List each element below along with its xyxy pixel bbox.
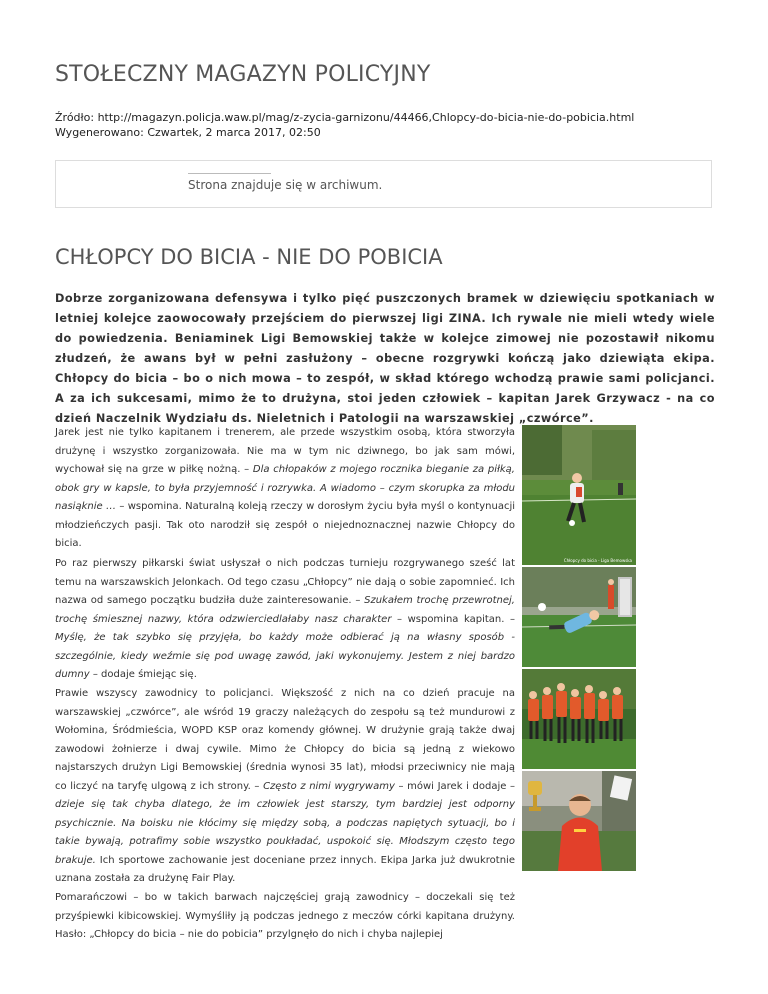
text: – wspomina kapitan. – — [391, 613, 515, 625]
text: – wspomina. Naturalną koleją rzeczy w dorosłym życiu była myśl o kontynuacji młodzieńczych pasji. Tak oto narodził się zespół o niejednoznacznej nazwie Chłopcy do bicia. — [55, 501, 515, 549]
paragraph-1 — [55, 424, 515, 554]
photo-goalkeeper-dive[interactable] — [522, 567, 636, 667]
archive-notice-box — [55, 160, 712, 208]
meta-info — [55, 110, 634, 140]
paragraph-2 — [55, 555, 515, 685]
archive-notice: Strona znajduje się w archiwum. — [188, 178, 383, 192]
photo-player-kick[interactable] — [522, 425, 636, 565]
text: Po raz pierwszy piłkarski świat usłyszał o nich podczas turnieju rozgrywanego sześć lat temu na warszawskich Jelonkach. Od tego czasu „Chłopcy” nie dają o sobie zapomnieć. Ich nazwa od samego początku budziła duże zainteresowanie. – — [55, 558, 515, 606]
divider — [188, 173, 271, 174]
text: Prawie wszyscy zawodnicy to policjanci. Większość z nich na co dzień pracuje na warszawskiej „czwórce”, ale wśród 19 graczy należących do zespołu są też mundurowi z Wołomina, Śródmieścia, WOPD KSP oraz komendy głównej. W drużynie grają także dwaj zawodowi żołnierze i dwaj cywile. Mimo że Chłopcy do bicia są jedną z wiekowo najstarszych drużyn Ligi Bemowskiej (średnia wynosi 35 lat), młodsi przeciwnicy nie mają co liczyć na taryfę ulgową z ich strony. – — [55, 688, 515, 792]
text: – dodaje śmiejąc się. — [89, 669, 197, 680]
text: – mówi Jarek i dodaje – — [394, 780, 516, 792]
quote: dzieje się tak chyba dlatego, że im człowiek jest starszy, tym bardziej jest odporny psychicznie. Na boisku nie kłócimy się między sobą, a podczas napiętych sytuacji, bo i takie bywają, potrafimy sobie wszystko poukładać, uspokoić się. Młodszym często tego brakuje. — [55, 799, 515, 866]
paragraph-4: Pomarańczowi – bo w takich barwach najczęściej grają zawodnicy – doczekali się też przyśpiewki kibicowskiej. Wymyśliły ją podczas jednego z meczów córki kapitana drużyny. Hasło: „Chłopcy do bicia – nie do pobicia” przylgnęło do nich i chyba najlepiej — [55, 892, 515, 940]
source-line: Źródło: http://magazyn.policja.waw.pl/mag/z-zycia-garnizonu/44466,Chlopcy-do-bicia-nie-do-pobicia.html — [55, 111, 635, 124]
site-title: STOŁECZNY MAGAZYN POLICYJNY — [55, 62, 431, 87]
photo-caption: Chłopcy do bicia - Liga Bemowska — [563, 558, 632, 563]
photo-team-celebration[interactable] — [522, 669, 636, 769]
quote: Myślę, że tak szybko się przyjęła, bo każdy może odbierać ją na własny sposób - szczególnie, kiedy weźmie się pod uwagę zawód, jaki wykonujemy. Jestem z niej bardzo dumny — [55, 632, 515, 680]
article-title: CHŁOPCY DO BICIA - NIE DO POBICIA — [55, 245, 443, 269]
quote: Szukałem trochę przewrotnej, trochę śmiesznej nazwy, która odzwierciedlałaby nasz charakter — [55, 595, 515, 625]
text: Ich sportowe zachowanie jest doceniane przez innych. Ekipa Jarka już dwukrotnie uznana została za drużynę Fair Play. — [55, 854, 515, 884]
article-lead: Dobrze zorganizowana defensywa i tylko pięć puszczonych bramek w dziewięciu spotkaniach w letniej kolejce zaowocowały przejściem do pierwszej ligi ZINA. Ich rywale nie mieli wtedy wiele do powiedzenia. Beniaminek Ligi Bemowskiej także w kolejce zimowej nie pozostawił nikomu złudzeń, że awans był w pełni zasłużony – obecne rozgrywki kończą jako dziewiąta ekipa. Chłopcy do bicia – bo o nich mowa – to zespół, w skład którego wchodzą prawie sami policjanci. A za ich sukcesami, mimo że to drużyna, stoi jeden człowiek – kapitan Jarek Grzywacz - na co dzień Naczelnik Wydziału ds. Nieletnich i Patologii na warszawskiej „czwórce”. — [55, 292, 715, 425]
photo-captain-trophy[interactable] — [522, 771, 636, 871]
quote: Często z nimi wygrywamy — [263, 780, 395, 792]
paragraph-3 — [55, 685, 515, 889]
generated-line: Wygenerowano: Czwartek, 2 marca 2017, 02:50 — [55, 126, 321, 139]
quote: Dla chłopaków z mojego rocznika bieganie za piłką, obok gry w kapsle, to była przyjemność i rozrywka. A wiadomo – czym skorupka za młodu nasiąknie … — [55, 464, 515, 512]
text: Jarek jest nie tylko kapitanem i trenerem, ale przede wszystkim osobą, która stworzyła drużynę i wszystko zorganizowała. Nie ma w tym nic dziwnego, bo jak sam mówi, wychował się na grze w piłkę nożną. – — [55, 427, 515, 475]
